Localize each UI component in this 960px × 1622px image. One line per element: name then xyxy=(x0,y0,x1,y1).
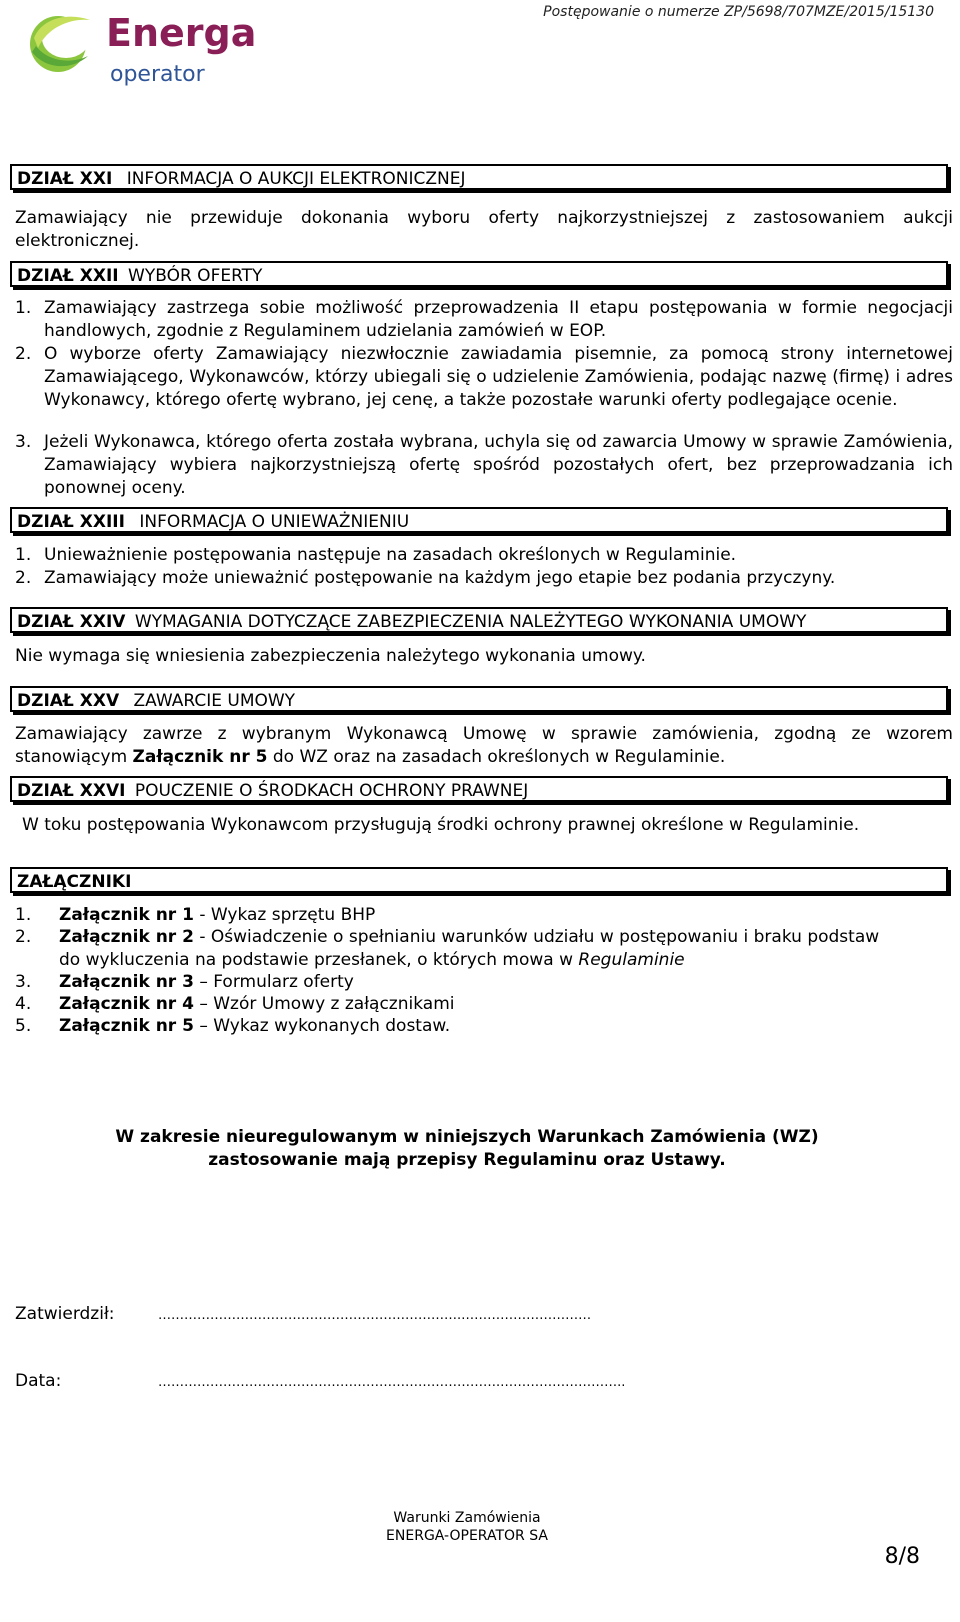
section-number: DZIAŁ XXV xyxy=(17,691,120,711)
list-item xyxy=(15,343,953,412)
item-number: 4. xyxy=(15,994,32,1014)
approved-label: Zatwierdził: xyxy=(15,1304,115,1324)
attachment-name: Załącznik nr 5 xyxy=(59,1016,194,1036)
logo-wordmark: Energa xyxy=(106,11,257,55)
attachment-desc: - Wykaz sprzętu BHP xyxy=(193,905,376,925)
section-title: ZAWARCIE UMOWY xyxy=(133,691,296,711)
list-item xyxy=(15,567,953,590)
text-part: Zamawiający zawrze z wybranym Wykonawcą Umowę w sprawie zamówienia, zgodną ze wzorem stanowiącym xyxy=(15,724,953,767)
section-header-xxi xyxy=(10,164,948,190)
item-number: 5. xyxy=(15,1016,32,1036)
attachment-item xyxy=(15,1015,915,1038)
section-xxiv-text: Nie wymaga się wniesienia zabezpieczenia należytego wykonania umowy. xyxy=(15,646,646,666)
section-xxi-text: Zamawiający nie przewiduje dokonania wyboru oferty najkorzystniejszej z zastosowaniem aukcji elektronicznej. xyxy=(15,208,953,251)
attachment-name: Załącznik nr 2 xyxy=(59,927,194,947)
section-header-xxiv xyxy=(10,607,948,633)
attachment-item xyxy=(15,926,895,972)
section-number: DZIAŁ XXIII xyxy=(17,512,125,532)
section-title: POUCZENIE O ŚRODKACH OCHRONY PRAWNEJ xyxy=(134,781,529,801)
date-label: Data: xyxy=(15,1371,62,1391)
item-number: 1. xyxy=(15,905,32,925)
closing-line: zastosowanie mają przepisy Regulaminu oraz Ustawy. xyxy=(208,1150,726,1170)
date-line: …………………………………………………………………….……………………….. xyxy=(158,1375,626,1390)
item-number: 1. xyxy=(15,545,32,565)
footer-line: ENERGA-OPERATOR SA xyxy=(386,1528,548,1544)
item-text: Zamawiający zastrzega sobie możliwość przeprowadzenia II etapu postępowania w formie negocjacji handlowych, zgodnie z Regulaminem udzielania zamówień w EOP. xyxy=(44,298,953,341)
footer xyxy=(0,1509,934,1545)
item-number: 2. xyxy=(15,344,32,364)
item-number: 3. xyxy=(15,432,32,452)
section-header-attachments xyxy=(10,867,948,893)
closing-statement xyxy=(0,1126,934,1172)
section-title: WYBÓR OFERTY xyxy=(128,266,263,286)
attachment-reference: Załącznik nr 5 xyxy=(132,747,268,767)
attachment-desc-italic: Regulaminie xyxy=(578,950,685,970)
logo-subtitle: operator xyxy=(110,62,205,87)
item-number: 1. xyxy=(15,298,32,318)
closing-line: W zakresie nieuregulowanym w niniejszych Warunkach Zamówienia (WZ) xyxy=(115,1127,819,1147)
item-text: Unieważnienie postępowania następuje na zasadach określonych w Regulaminie. xyxy=(44,545,737,565)
section-number: DZIAŁ XXVI xyxy=(17,781,126,801)
section-header-xxvi xyxy=(10,776,948,802)
section-header-xxiii xyxy=(10,507,948,533)
attachment-item xyxy=(15,904,915,927)
item-number: 2. xyxy=(15,927,32,947)
approved-signature-line: …………………………………………………………….………………………… xyxy=(158,1308,592,1323)
energa-swoosh-icon xyxy=(28,8,98,80)
section-number: DZIAŁ XXII xyxy=(17,266,119,286)
attachment-name: Załącznik nr 4 xyxy=(59,994,194,1014)
section-title: ZAŁĄCZNIKI xyxy=(17,872,132,892)
attachment-desc: – Wzór Umowy z załącznikami xyxy=(193,994,455,1014)
item-number: 2. xyxy=(15,568,32,588)
text-part: do WZ oraz na zasadach określonych w Regulaminie. xyxy=(267,747,726,767)
list-item xyxy=(15,544,953,567)
page-number: 8/8 xyxy=(884,1544,920,1569)
attachment-name: Załącznik nr 3 xyxy=(59,972,194,992)
attachment-desc: – Formularz oferty xyxy=(193,972,354,992)
item-text: Jeżeli Wykonawca, którego oferta została wybrana, uchyla się od zawarcia Umowy w sprawie Zamówienia, Zamawiający wybiera najkorzystniejszą ofertę spośród pozostałych ofert, bez przeprowadzania ich ponownej oceny. xyxy=(44,432,953,498)
attachment-item xyxy=(15,971,915,994)
section-number: DZIAŁ XXI xyxy=(17,169,113,189)
energa-operator-logo xyxy=(28,6,268,90)
section-title: INFORMACJA O AUKCJI ELEKTRONICZNEJ xyxy=(126,169,466,189)
list-item xyxy=(15,297,953,343)
list-item xyxy=(15,431,953,500)
section-title: INFORMACJA O UNIEWAŻNIENIU xyxy=(139,512,410,532)
section-number: DZIAŁ XXIV xyxy=(17,612,126,632)
section-xxvi-text: W toku postępowania Wykonawcom przysługują środki ochrony prawnej określone w Regulaminie. xyxy=(22,815,860,835)
attachment-name: Załącznik nr 1 xyxy=(59,905,194,925)
attachment-item xyxy=(15,993,915,1016)
item-text: O wyborze oferty Zamawiający niezwłocznie zawiadamia pisemnie, za pomocą strony internetowej Zamawiającego, Wykonawców, którzy ubiegali się o udzielenie Zamówienia, podając nazwę (firmę) i adres Wykonawcy, którego ofertę wybrano, jej cenę, a także pozostałe warunki oferty podlegające ocenie. xyxy=(44,344,953,410)
footer-line: Warunki Zamówienia xyxy=(393,1510,541,1526)
section-header-xxv xyxy=(10,686,948,712)
section-xxv-text xyxy=(15,723,953,769)
attachment-desc: – Wykaz wykonanych dostaw. xyxy=(193,1016,451,1036)
attachment-desc: - Oświadczenie o spełnianiu warunków udziału w postępowaniu i braku podstaw do wykluczenia na podstawie przesłanek, o których mowa w xyxy=(59,927,880,970)
procedure-reference: Postępowanie o numerze ZP/5698/707MZE/2015/15130 xyxy=(543,4,934,20)
section-title: WYMAGANIA DOTYCZĄCE ZABEZPIECZENIA NALEŻYTEGO WYKONANIA UMOWY xyxy=(134,612,807,632)
item-text: Zamawiający może unieważnić postępowanie na każdym jego etapie bez podania przyczyny. xyxy=(44,568,836,588)
item-number: 3. xyxy=(15,972,32,992)
section-header-xxii xyxy=(10,261,948,287)
